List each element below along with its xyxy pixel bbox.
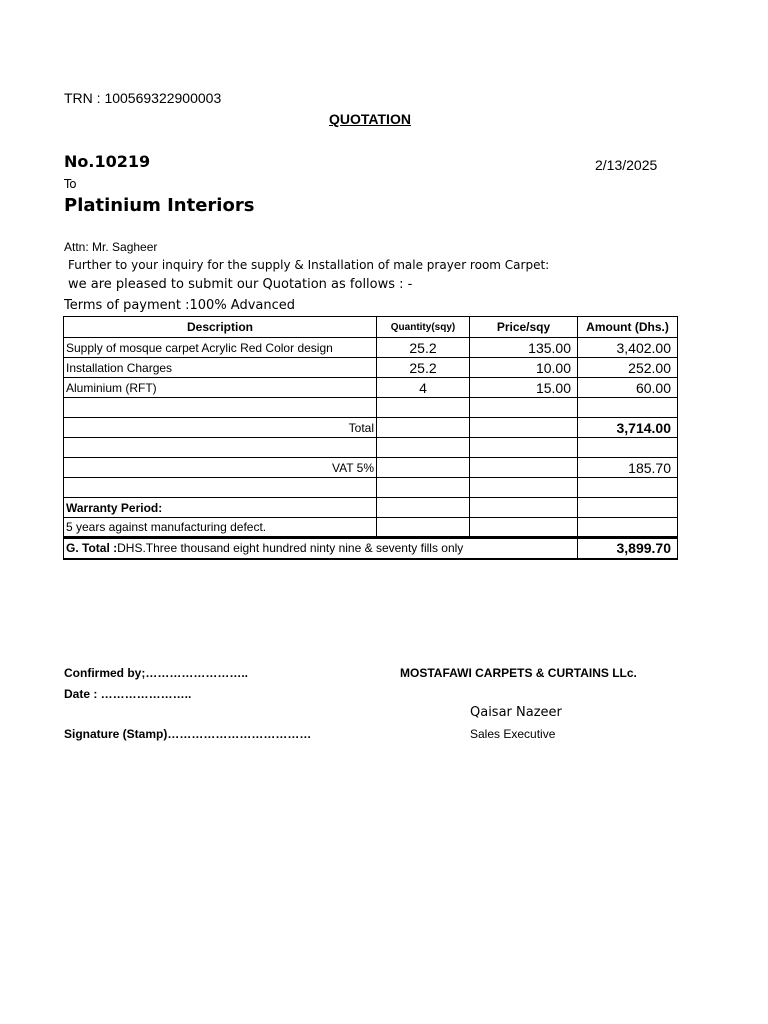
- warranty-detail-row: [64, 518, 678, 538]
- header-quantity: Quantity(sqy): [377, 317, 470, 338]
- grand-total-description: [64, 538, 578, 559]
- grand-total-label: G. Total :: [66, 541, 118, 556]
- item-description: Aluminium (RFT): [64, 378, 377, 398]
- total-label: Total: [64, 418, 377, 438]
- attention-line: Attn: Mr. Sagheer: [64, 240, 158, 254]
- to-label: To: [64, 177, 77, 191]
- warranty-label: Warranty Period:: [64, 498, 377, 518]
- vat-label: VAT 5%: [64, 458, 377, 478]
- grand-total-value: 3,899.70: [578, 538, 678, 559]
- header-description: Description: [64, 317, 377, 338]
- grand-total-words: DHS.Three thousand eight hundred ninty nine & seventy fills only: [117, 541, 464, 556]
- empty-row: [64, 478, 678, 498]
- submit-text: we are pleased to submit our Quotation as follows : -: [68, 277, 413, 292]
- item-amount: 60.00: [578, 378, 678, 398]
- signature-line: Signature (Stamp)………………………………: [64, 727, 312, 741]
- payment-terms: Terms of payment :100% Advanced: [64, 298, 296, 313]
- trn-number: TRN : 100569322900003: [64, 90, 222, 106]
- item-quantity: 4: [377, 378, 470, 398]
- total-row: [64, 418, 678, 438]
- total-value: 3,714.00: [578, 418, 678, 438]
- signer-name: Qaisar Nazeer: [470, 705, 562, 720]
- date-line: Date : …………………..: [64, 687, 192, 701]
- signer-role: Sales Executive: [470, 727, 556, 741]
- header-amount: Amount (Dhs.): [578, 317, 678, 338]
- empty-row: [64, 438, 678, 458]
- document-title: QUOTATION: [329, 111, 411, 127]
- item-price: 135.00: [470, 338, 578, 358]
- grand-total-row: [64, 538, 678, 559]
- vat-row: [64, 458, 678, 478]
- table-row: [64, 378, 678, 398]
- empty-row: [64, 398, 678, 418]
- item-price: 10.00: [470, 358, 578, 378]
- warranty-row: [64, 498, 678, 518]
- confirmed-by-line: Confirmed by;……………………..: [64, 666, 249, 680]
- item-description: Supply of mosque carpet Acrylic Red Color design: [64, 338, 377, 358]
- vat-value: 185.70: [578, 458, 678, 478]
- quotation-date: 2/13/2025: [595, 157, 658, 173]
- table-row: [64, 338, 678, 358]
- item-description: Installation Charges: [64, 358, 377, 378]
- quotation-table: [63, 316, 678, 560]
- item-amount: 3,402.00: [578, 338, 678, 358]
- client-name: Platinium Interiors: [64, 195, 255, 216]
- item-amount: 252.00: [578, 358, 678, 378]
- company-name: MOSTAFAWI CARPETS & CURTAINS LLc.: [400, 666, 637, 680]
- warranty-text: 5 years against manufacturing defect.: [64, 518, 377, 538]
- item-quantity: 25.2: [377, 358, 470, 378]
- item-price: 15.00: [470, 378, 578, 398]
- header-price: Price/sqy: [470, 317, 578, 338]
- inquiry-text: Further to your inquiry for the supply & Installation of male prayer room Carpet:: [68, 258, 550, 272]
- quotation-number: No.10219: [64, 152, 151, 171]
- item-quantity: 25.2: [377, 338, 470, 358]
- table-header-row: [64, 317, 678, 338]
- table-row: [64, 358, 678, 378]
